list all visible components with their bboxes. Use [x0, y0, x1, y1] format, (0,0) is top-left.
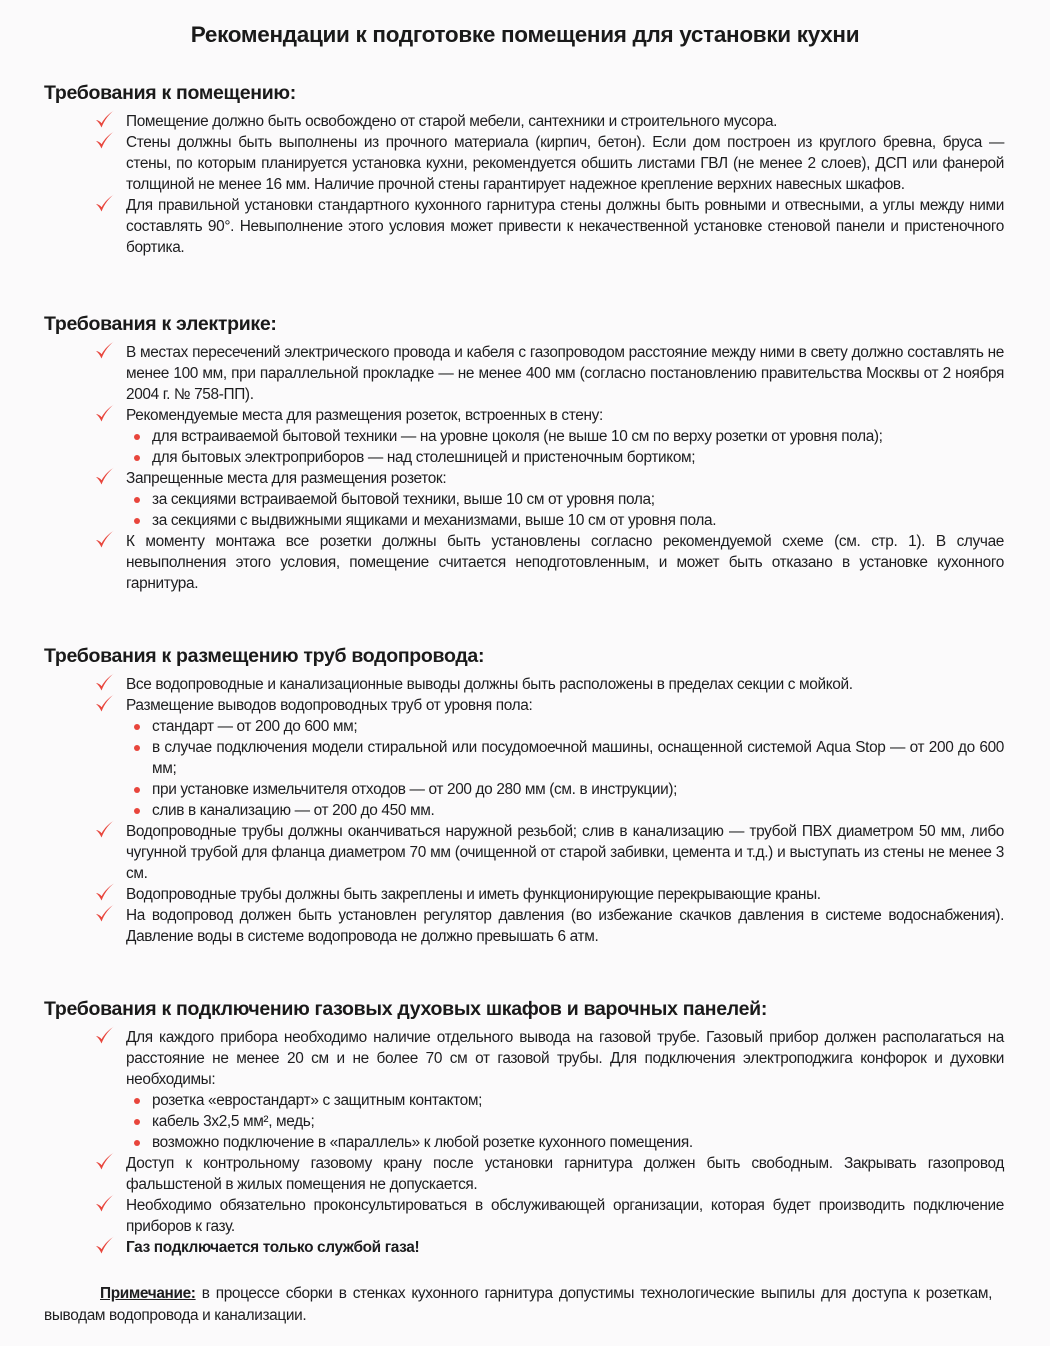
checkmark-icon: [94, 340, 116, 362]
list-item: Запрещенные места для размещения розеток: за секциями встраиваемой бытовой техники, выше 10 см от уровня пола; за секциями с выдвижными ящиками и механизмами, выше 10 см от уровня пола.: [126, 468, 1004, 531]
section-electrical-requirements: [44, 313, 1004, 594]
checkmark-icon: [94, 693, 116, 715]
list-item: Доступ к контрольному газовому крану после установки гарнитура должен быть свободным. Закрывать газопровод фальшстеной в жилых помещения не допускается.: [126, 1153, 1004, 1195]
list-item: В местах пересечений электрического провода и кабеля с газопроводом расстояние между ними в свету должно составлять не менее 100 мм, при параллельной прокладке — не менее 400 мм (согласно постановлению правительства Москвы от 2 ноября 2004 г. № 758-ПП).: [126, 342, 1004, 405]
bullet-dot-icon: [134, 434, 140, 440]
list-item: Водопроводные трубы должны оканчиваться наружной резьбой; слив в канализацию — трубой ПВХ диаметром 50 мм, либо чугунной трубой для фланца диаметром 70 мм (очищенной от старой забивки, цемента и т.д.) и выступать из стены не менее 3 см.: [126, 821, 1004, 884]
list-item: Для каждого прибора необходимо наличие отдельного вывода на газовой трубе. Газовый прибор должен располагаться на расстояние не менее 20 см и не более 70 см от газовой трубы. Для подключения электроподжига конфорок и духовки необходимы: розетка «евростандарт» с защитным контактом; кабель 3х2,5 мм², медь; возможно подключение в «параллель» к любой розетке кухонного помещения.: [126, 1027, 1004, 1153]
bullet-dot-icon: [134, 518, 140, 524]
sub-list: [126, 716, 1004, 821]
sub-list: [126, 426, 1004, 468]
section-title: Требования к размещению труб водопровода:: [44, 645, 485, 667]
checkmark-icon: [94, 882, 116, 904]
sub-list-item: при установке измельчителя отходов — от 200 до 280 мм (см. в инструкции);: [152, 779, 1004, 800]
list-item: На водопровод должен быть установлен регулятор давления (во избежание скачков давления в системе водоснабжения). Давление воды в системе водопровода не должно превышать 6 атм.: [126, 905, 1004, 947]
sub-list: [126, 1090, 1004, 1153]
sub-list-item: стандарт — от 200 до 600 мм;: [152, 716, 1004, 737]
requirements-list: [44, 111, 1004, 258]
section-room-requirements: [44, 82, 1004, 258]
list-item: Для правильной установки стандартного кухонного гарнитура стены должны быть ровными и отвесными, а углы между ними составлять 90°. Невыполнение этого условия может привести к некачественной установке стеновой панели и пристеночного бортика.: [126, 195, 1004, 258]
checkmark-icon: [94, 130, 116, 152]
bullet-dot-icon: [134, 455, 140, 461]
list-item: Помещение должно быть освобождено от старой мебели, сантехники и строительного мусора.: [126, 111, 1004, 132]
list-item: Стены должны быть выполнены из прочного материала (кирпич, бетон). Если дом построен из круглого бревна, бруса — стены, по которым планируется установка кухни, рекомендуется обшить листами ГВЛ (не менее 2 слоев), ДСП или фанерой толщиной не менее 16 мм. Наличие прочной стены гарантирует надежное крепление верхних навесных шкафов.: [126, 132, 1004, 195]
checkmark-icon: [94, 466, 116, 488]
sub-list-item: в случае подключения модели стиральной или посудомоечной машины, оснащенной системой Aqua Stop — от 200 до 600 мм;: [152, 737, 1004, 779]
section-title: Требования к подключению газовых духовых шкафов и варочных панелей:: [44, 998, 768, 1020]
checkmark-icon: [94, 1025, 116, 1047]
list-item: К моменту монтажа все розетки должны быть установлены согласно рекомендуемой схеме (см. стр. 1). В случае невыполнения этого условия, помещение считается неподготовленным, и может быть отказано в установке кухонного гарнитура.: [126, 531, 1004, 594]
bullet-dot-icon: [134, 1098, 140, 1104]
checkmark-icon: [94, 193, 116, 215]
checkmark-icon: [94, 903, 116, 925]
section-gas-requirements: [44, 998, 1004, 1258]
sub-list: [126, 489, 1004, 531]
requirements-list: [44, 342, 1004, 594]
checkmark-icon: [94, 109, 116, 131]
document-title: Рекомендации к подготовке помещения для установки кухни: [190, 22, 860, 47]
bullet-dot-icon: [134, 724, 140, 730]
section-title: Требования к помещению:: [44, 82, 296, 104]
checkmark-icon: [94, 529, 116, 551]
checkmark-icon: [94, 672, 116, 694]
sub-list-item: за секциями с выдвижными ящиками и механизмами, выше 10 см от уровня пола.: [152, 510, 1004, 531]
checkmark-icon: [94, 403, 116, 425]
sub-list-item: за секциями встраиваемой бытовой техники, выше 10 см от уровня пола;: [152, 489, 1004, 510]
requirements-list: [44, 674, 1004, 947]
section-title: Требования к электрике:: [44, 313, 277, 335]
bullet-dot-icon: [134, 745, 140, 751]
bullet-dot-icon: [134, 1119, 140, 1125]
sub-list-item: для бытовых электроприборов — над столешницей и пристеночным бортиком;: [152, 447, 1004, 468]
note-label: Примечание:: [100, 1285, 196, 1302]
list-item-emphasis: Газ подключается только службой газа!: [126, 1237, 1004, 1258]
list-item: Размещение выводов водопроводных труб от уровня пола: стандарт — от 200 до 600 мм; в случае подключения модели стиральной или посудомоечной машины, оснащенной системой Aqua Stop — от 200 до 600 мм; при установке измельчителя отходов — от 200 до 280 мм (см. в инструкции); слив в канализацию — от 200 до 450 мм.: [126, 695, 1004, 821]
bullet-dot-icon: [134, 787, 140, 793]
note-text: в процессе сборки в стенках кухонного гарнитура допустимы технологические выпилы для доступа к розеткам, выводам водопровода и канализации.: [44, 1285, 992, 1324]
requirements-list: [44, 1027, 1004, 1258]
sub-list-item: розетка «евростандарт» с защитным контактом;: [152, 1090, 1004, 1111]
list-item: Водопроводные трубы должны быть закреплены и иметь функционирующие перекрывающие краны.: [126, 884, 1004, 905]
checkmark-icon: [94, 1193, 116, 1215]
note-paragraph: [44, 1283, 992, 1327]
bullet-dot-icon: [134, 497, 140, 503]
checkmark-icon: [94, 1151, 116, 1173]
checkmark-icon: [94, 819, 116, 841]
sub-list-item: возможно подключение в «параллель» к любой розетке кухонного помещения.: [152, 1132, 1004, 1153]
list-item: Все водопроводные и канализационные выводы должны быть расположены в пределах секции с мойкой.: [126, 674, 1004, 695]
list-item: Необходимо обязательно проконсультироваться в обслуживающей организации, которая будет производить подключение приборов к газу.: [126, 1195, 1004, 1237]
list-item: Рекомендуемые места для размещения розеток, встроенных в стену: для встраиваемой бытовой техники — на уровне цоколя (не выше 10 см по верху розетки от уровня пола); для бытовых электроприборов — над столешницей и пристеночным бортиком;: [126, 405, 1004, 468]
sub-list-item: слив в канализацию — от 200 до 450 мм.: [152, 800, 1004, 821]
sub-list-item: кабель 3х2,5 мм², медь;: [152, 1111, 1004, 1132]
bullet-dot-icon: [134, 1140, 140, 1146]
section-plumbing-requirements: [44, 645, 1004, 947]
bullet-dot-icon: [134, 808, 140, 814]
checkmark-icon: [94, 1235, 116, 1257]
sub-list-item: для встраиваемой бытовой техники — на уровне цоколя (не выше 10 см по верху розетки от уровня пола);: [152, 426, 1004, 447]
